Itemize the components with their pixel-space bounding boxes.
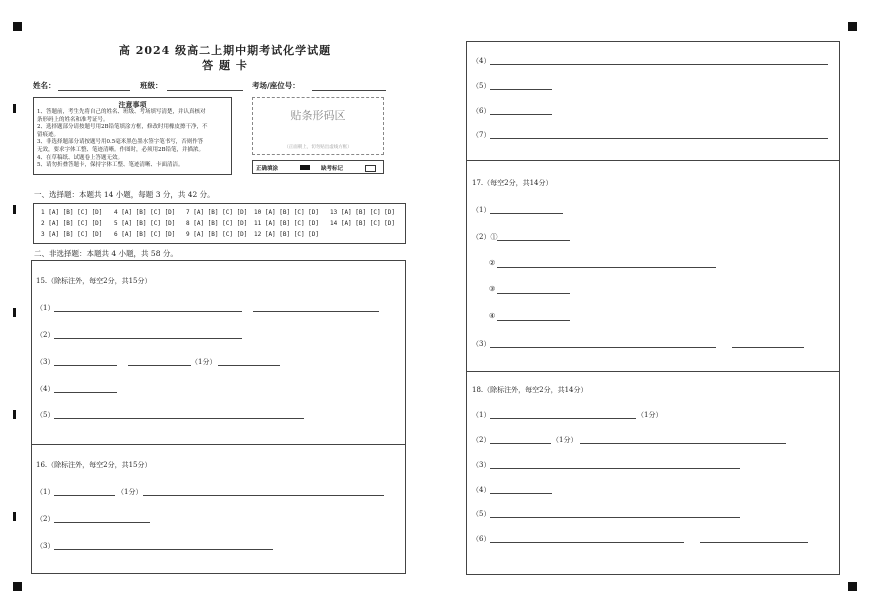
answer-box-left: [31, 260, 406, 574]
choice-q14[interactable]: 14 [A] [B] [C] [D]: [330, 220, 396, 227]
choice-q9[interactable]: 9 [A] [B] [C] [D]: [186, 231, 248, 238]
notice-box: [33, 97, 232, 175]
side-tick: [13, 205, 16, 214]
q15-label-2: （2）: [36, 331, 55, 339]
q18-note-2: （1分）: [552, 436, 578, 444]
choice-q3[interactable]: 3 [A] [B] [C] [D]: [41, 231, 103, 238]
q18-label-6: （6）: [472, 535, 491, 543]
barcode-hint: （正面朝上，切勿贴出虚线方框）: [284, 145, 352, 150]
q16-label-4: （4）: [472, 57, 491, 65]
choice-q13[interactable]: 13 [A] [B] [C] [D]: [330, 209, 396, 216]
q18-label-3: （3）: [472, 461, 491, 469]
side-tick: [13, 308, 16, 317]
choice-q7[interactable]: 7 [A] [B] [C] [D]: [186, 209, 248, 216]
q18-label-1: （1）: [472, 411, 491, 419]
q15-answer-1a[interactable]: [54, 311, 242, 312]
choice-q6[interactable]: 6 [A] [B] [C] [D]: [114, 231, 176, 238]
q18-answer-4[interactable]: [490, 493, 552, 494]
name-label: 姓名：: [33, 81, 56, 90]
corner-mark-br: [848, 582, 857, 591]
fill-example-box: [252, 160, 384, 174]
q16-answer-2[interactable]: [54, 522, 150, 523]
q18-answer-2a[interactable]: [490, 443, 551, 444]
page-title: 高 2024 级高二上期中期考试化学试题: [118, 44, 332, 57]
side-tick: [13, 512, 16, 521]
q15-label-5: （5）: [36, 411, 55, 419]
choice-q11[interactable]: 11 [A] [B] [C] [D]: [254, 220, 320, 227]
q15-answer-3c[interactable]: [218, 365, 280, 366]
exam-seat-field[interactable]: [312, 90, 386, 91]
choice-grid: [33, 203, 406, 244]
q17-answer-2-1[interactable]: [497, 240, 570, 241]
choice-q1[interactable]: 1 [A] [B] [C] [D]: [41, 209, 103, 216]
q18-label-2: （2）: [472, 436, 491, 444]
q18-answer-3[interactable]: [490, 468, 740, 469]
divider: [466, 371, 840, 372]
q18-label-4: （4）: [472, 486, 491, 494]
q15-answer-3b[interactable]: [128, 365, 191, 366]
notice-item: 无效，要求字体工整、笔迹清晰。作图时，必须用2B铅笔，并描浓。: [37, 146, 205, 153]
q16-answer-7[interactable]: [490, 138, 828, 139]
q16-answer-3[interactable]: [54, 549, 273, 550]
choice-q2[interactable]: 2 [A] [B] [C] [D]: [41, 220, 103, 227]
q16-label-6: （6）: [472, 107, 491, 115]
q18-note-1: （1分）: [637, 411, 663, 419]
q17-answer-2-4[interactable]: [497, 320, 570, 321]
q15-note-3: （1分）: [191, 358, 217, 366]
class-label: 班级：: [140, 81, 163, 90]
section2-heading: 二、非选择题：本题共 4 小题，共 58 分。: [34, 249, 178, 258]
notice-item: 1、答题前，考生先将自己的姓名、班级、考场填写清楚，并认真核对: [37, 109, 206, 115]
exam-seat-label: 考场/座位号：: [252, 81, 300, 90]
class-field[interactable]: [167, 90, 243, 91]
section1-heading: 一、选择题：本题共 14 小题，每题 3 分，共 42 分。: [34, 190, 215, 199]
side-tick: [13, 104, 16, 113]
q17-label-2: （2）①: [472, 233, 498, 241]
choice-q12[interactable]: 12 [A] [B] [C] [D]: [254, 231, 320, 238]
choice-q5[interactable]: 5 [A] [B] [C] [D]: [114, 220, 176, 227]
page-subtitle: 答 题 卡: [202, 59, 248, 72]
corner-mark-tl: [13, 22, 22, 31]
q16-answer-5[interactable]: [490, 89, 552, 90]
notice-item: 4、在草稿纸、试题卷上答题无效。: [37, 154, 124, 161]
q15-answer-4[interactable]: [54, 392, 117, 393]
notice-item: 条形码上的姓名和准考证号。: [37, 116, 109, 123]
q16-label-3: （3）: [36, 542, 55, 550]
q17-answer-2-2[interactable]: [497, 267, 716, 268]
choice-q10[interactable]: 10 [A] [B] [C] [D]: [254, 209, 320, 216]
absent-marker-checkbox[interactable]: [365, 165, 376, 172]
q17-label-2-4: ④: [489, 312, 496, 320]
q15-answer-5[interactable]: [54, 418, 304, 419]
notice-item: 留痕迹。: [37, 131, 60, 138]
q18-answer-2b[interactable]: [580, 443, 786, 444]
absent-marker-label: 缺考标记: [321, 166, 344, 172]
answer-box-right: [466, 41, 840, 575]
corner-mark-tr: [848, 22, 857, 31]
q16-answer-6[interactable]: [490, 114, 552, 115]
choice-q4[interactable]: 4 [A] [B] [C] [D]: [114, 209, 176, 216]
q17-title: 17.（每空2分，共14分）: [472, 179, 553, 187]
q16-answer-1a[interactable]: [54, 495, 115, 496]
q16-answer-4[interactable]: [490, 64, 828, 65]
q16-label-7: （7）: [472, 131, 491, 139]
choice-q8[interactable]: 8 [A] [B] [C] [D]: [186, 220, 248, 227]
q15-answer-3a[interactable]: [54, 365, 117, 366]
q15-title: 15.（除标注外，每空2分，共15分）: [36, 277, 152, 285]
q15-label-1: （1）: [36, 304, 55, 312]
divider: [31, 444, 406, 445]
notice-title: 注意事项: [118, 100, 147, 109]
q17-answer-3b[interactable]: [732, 347, 804, 348]
q15-label-3: （3）: [36, 358, 55, 366]
q16-note-1: （1分）: [117, 488, 143, 496]
q15-answer-2[interactable]: [54, 338, 242, 339]
q17-label-2-3: ③: [489, 285, 496, 293]
side-tick: [13, 410, 16, 419]
filled-example-icon: [300, 165, 310, 170]
notice-item: 2、选择题部分请按题号用2B铅笔填涂方框，修改时用橡皮擦干净，不: [37, 124, 208, 131]
notice-list: [37, 109, 208, 170]
q15-label-4: （4）: [36, 385, 55, 393]
name-field[interactable]: [58, 90, 130, 91]
q17-answer-2-3[interactable]: [497, 293, 570, 294]
q17-label-2-2: ②: [489, 259, 496, 267]
q17-label-3: （3）: [472, 340, 491, 348]
corner-mark-bl: [13, 582, 22, 591]
q18-title: 18.（除标注外，每空2分，共14分）: [472, 386, 588, 394]
q15-answer-1b[interactable]: [253, 311, 379, 312]
barcode-area: [252, 97, 384, 155]
q16-answer-1b[interactable]: [143, 495, 384, 496]
divider: [466, 160, 840, 161]
q16-label-5: （5）: [472, 82, 491, 90]
q17-answer-3a[interactable]: [490, 347, 716, 348]
barcode-label: 贴条形码区: [290, 109, 346, 122]
q18-answer-6a[interactable]: [490, 542, 684, 543]
q17-label-1: （1）: [472, 206, 491, 214]
q18-answer-5[interactable]: [490, 517, 740, 518]
notice-item: 5、请勿折叠答题卡，保持字体工整、笔迹清晰、卡面清洁。: [37, 162, 184, 169]
q16-title: 16.（除标注外，每空2分，共15分）: [36, 461, 152, 469]
q16-label-2: （2）: [36, 515, 55, 523]
correct-fill-label: 正确填涂: [256, 166, 279, 172]
q18-answer-1[interactable]: [490, 418, 636, 419]
notice-item: 3、非选择题部分请按题号用0.5毫米黑色墨水签字笔书写，否则作答: [37, 139, 204, 146]
q18-label-5: （5）: [472, 510, 491, 518]
q17-answer-1[interactable]: [490, 213, 563, 214]
q16-label-1: （1）: [36, 488, 55, 496]
q18-answer-6b[interactable]: [700, 542, 808, 543]
